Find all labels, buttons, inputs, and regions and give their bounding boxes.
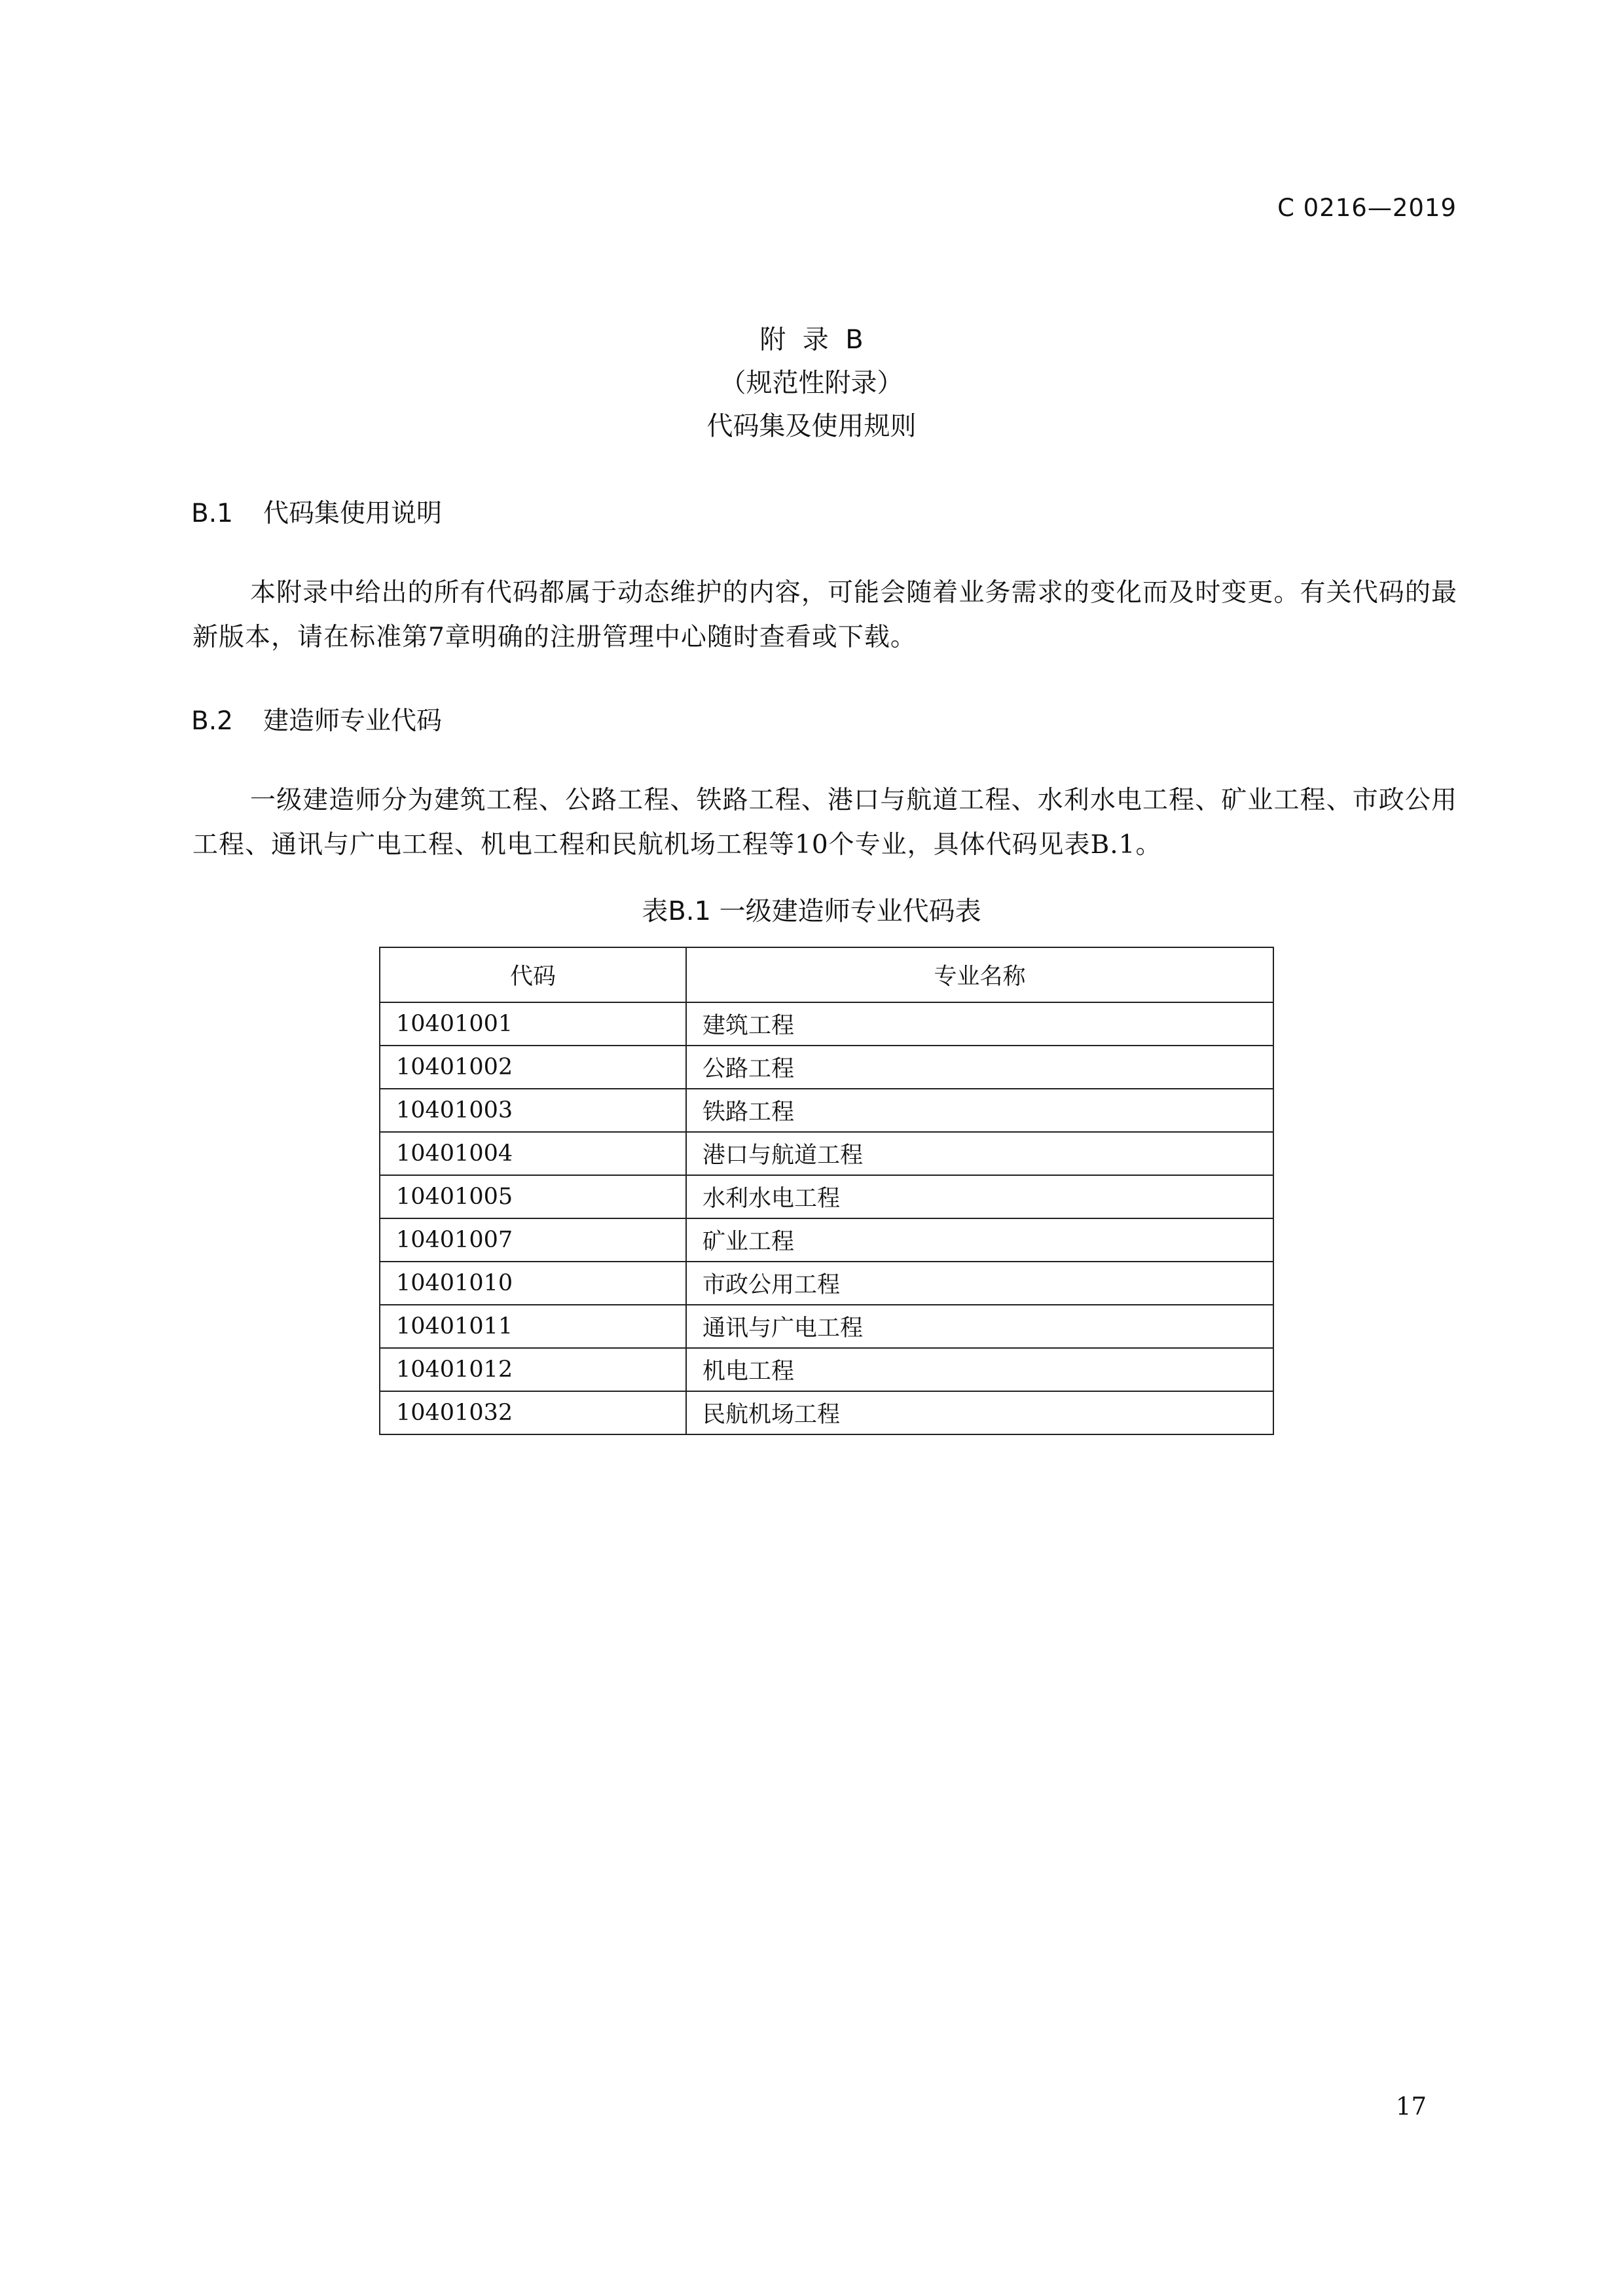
appendix-title-block bbox=[0, 318, 1623, 448]
table-header-row bbox=[380, 947, 1273, 1002]
table-row bbox=[380, 1132, 1273, 1175]
specialty-cell: 水利水电工程 bbox=[686, 1175, 1273, 1218]
page-number: 17 bbox=[1395, 2092, 1427, 2121]
table-row bbox=[380, 1305, 1273, 1348]
specialty-code-table bbox=[379, 947, 1274, 1435]
specialty-cell: 铁路工程 bbox=[686, 1089, 1273, 1132]
specialty-cell: 通讯与广电工程 bbox=[686, 1305, 1273, 1348]
section-title: 代码集使用说明 bbox=[263, 499, 443, 528]
specialty-cell: 港口与航道工程 bbox=[686, 1132, 1273, 1175]
code-cell: 10401011 bbox=[380, 1305, 686, 1348]
section-body-b1: 本附录中给出的所有代码都属于动态维护的内容，可能会随着业务需求的变化而及时变更。有关代码的最新版本，请在标准第7章明确的注册管理中心随时查看或下载。 bbox=[192, 578, 1457, 652]
appendix-type: （规范性附录） bbox=[720, 368, 903, 398]
section-title: 建造师专业代码 bbox=[263, 706, 443, 736]
code-cell: 10401001 bbox=[380, 1002, 686, 1046]
code-cell: 10401032 bbox=[380, 1391, 686, 1434]
section-number: B.2 bbox=[191, 706, 233, 736]
table-row bbox=[380, 1175, 1273, 1218]
table-row bbox=[380, 1218, 1273, 1262]
specialty-cell: 民航机场工程 bbox=[686, 1391, 1273, 1434]
code-cell: 10401005 bbox=[380, 1175, 686, 1218]
table-row bbox=[380, 1262, 1273, 1305]
table-row bbox=[380, 1391, 1273, 1434]
column-header-code: 代码 bbox=[380, 947, 686, 1002]
specialty-cell: 矿业工程 bbox=[686, 1218, 1273, 1262]
section-heading-b1 bbox=[191, 493, 442, 530]
code-cell: 10401002 bbox=[380, 1046, 686, 1089]
table-row bbox=[380, 1002, 1273, 1046]
table-caption: 表B.1 一级建造师专业代码表 bbox=[642, 896, 981, 926]
appendix-title: 代码集及使用规则 bbox=[706, 411, 917, 441]
code-cell: 10401004 bbox=[380, 1132, 686, 1175]
specialty-cell: 机电工程 bbox=[686, 1348, 1273, 1391]
specialty-cell: 公路工程 bbox=[686, 1046, 1273, 1089]
code-cell: 10401010 bbox=[380, 1262, 686, 1305]
specialty-cell: 市政公用工程 bbox=[686, 1262, 1273, 1305]
specialty-cell: 建筑工程 bbox=[686, 1002, 1273, 1046]
section-body-b2: 一级建造师分为建筑工程、公路工程、铁路工程、港口与航道工程、水利水电工程、矿业工程、市政公用工程、通讯与广电工程、机电工程和民航机场工程等10个专业，具体代码见表B.1。 bbox=[192, 786, 1457, 860]
table-row bbox=[380, 1046, 1273, 1089]
standard-code: C 0216—2019 bbox=[1277, 194, 1457, 222]
table-row bbox=[380, 1348, 1273, 1391]
code-cell: 10401012 bbox=[380, 1348, 686, 1391]
section-heading-b2 bbox=[191, 701, 442, 737]
section-number: B.1 bbox=[191, 499, 233, 528]
column-header-name: 专业名称 bbox=[686, 947, 1273, 1002]
code-cell: 10401003 bbox=[380, 1089, 686, 1132]
code-cell: 10401007 bbox=[380, 1218, 686, 1262]
appendix-label: 附 录 B bbox=[759, 325, 864, 355]
table-row bbox=[380, 1089, 1273, 1132]
